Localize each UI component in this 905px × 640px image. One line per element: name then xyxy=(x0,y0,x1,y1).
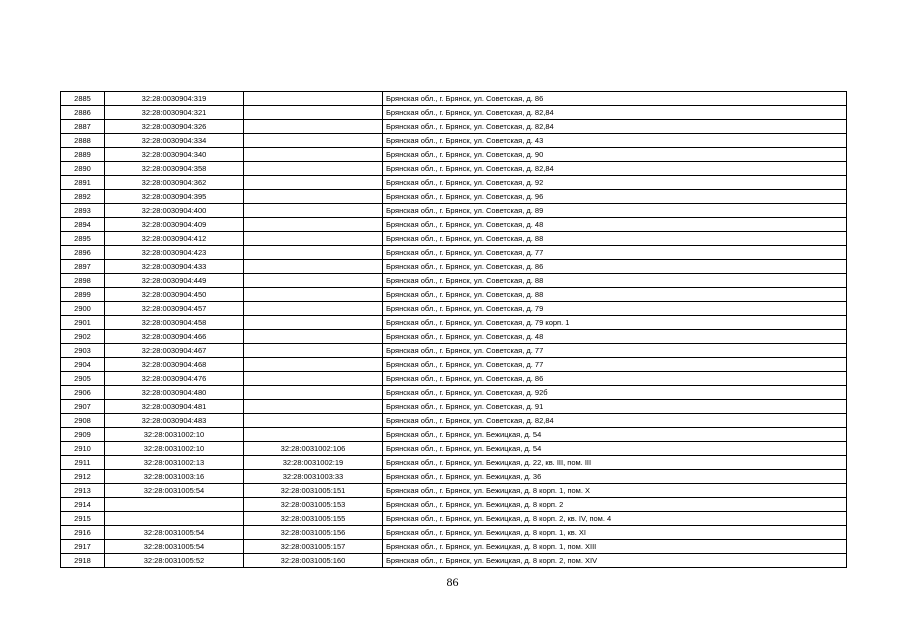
address-cell: Брянская обл., г. Брянск, ул. Советская, д. 82,84 xyxy=(383,414,847,428)
registry-table-body xyxy=(61,92,847,568)
table-row xyxy=(61,512,847,526)
cadastral-number-cell: 32:28:0030904:458 xyxy=(105,316,244,330)
cadastral-number-cell: 32:28:0030904:481 xyxy=(105,400,244,414)
room-cadastral-number-cell xyxy=(244,120,383,134)
room-cadastral-number-cell: 32:28:0031005:153 xyxy=(244,498,383,512)
table-row xyxy=(61,344,847,358)
table-row xyxy=(61,246,847,260)
address-cell: Брянская обл., г. Брянск, ул. Советская, д. 96 xyxy=(383,190,847,204)
address-cell: Брянская обл., г. Брянск, ул. Советская, д. 77 xyxy=(383,246,847,260)
row-number-cell: 2904 xyxy=(61,358,105,372)
table-row xyxy=(61,442,847,456)
address-cell: Брянская обл., г. Брянск, ул. Советская, д. 92 xyxy=(383,176,847,190)
row-number-cell: 2886 xyxy=(61,106,105,120)
table-row xyxy=(61,288,847,302)
address-cell: Брянская обл., г. Брянск, ул. Советская, д. 88 xyxy=(383,232,847,246)
room-cadastral-number-cell xyxy=(244,400,383,414)
row-number-cell: 2895 xyxy=(61,232,105,246)
cadastral-number-cell: 32:28:0031005:54 xyxy=(105,484,244,498)
row-number-cell: 2908 xyxy=(61,414,105,428)
table-row xyxy=(61,428,847,442)
address-cell: Брянская обл., г. Брянск, ул. Советская, д. 89 xyxy=(383,204,847,218)
page-number: 86 xyxy=(446,575,459,589)
row-number-cell: 2902 xyxy=(61,330,105,344)
table-row xyxy=(61,316,847,330)
row-number-cell: 2897 xyxy=(61,260,105,274)
room-cadastral-number-cell xyxy=(244,414,383,428)
row-number-cell: 2911 xyxy=(61,456,105,470)
row-number-cell: 2887 xyxy=(61,120,105,134)
cadastral-number-cell: 32:28:0030904:467 xyxy=(105,344,244,358)
table-row xyxy=(61,106,847,120)
row-number-cell: 2903 xyxy=(61,344,105,358)
cadastral-number-cell: 32:28:0030904:468 xyxy=(105,358,244,372)
table-row xyxy=(61,372,847,386)
room-cadastral-number-cell xyxy=(244,428,383,442)
address-cell: Брянская обл., г. Брянск, ул. Советская, д. 92б xyxy=(383,386,847,400)
table-row xyxy=(61,190,847,204)
room-cadastral-number-cell xyxy=(244,260,383,274)
table-row xyxy=(61,120,847,134)
cadastral-number-cell: 32:28:0030904:466 xyxy=(105,330,244,344)
table-row xyxy=(61,162,847,176)
row-number-cell: 2885 xyxy=(61,92,105,106)
room-cadastral-number-cell xyxy=(244,330,383,344)
address-cell: Брянская обл., г. Брянск, ул. Бежицкая, д. 36 xyxy=(383,470,847,484)
room-cadastral-number-cell xyxy=(244,162,383,176)
row-number-cell: 2915 xyxy=(61,512,105,526)
table-row xyxy=(61,274,847,288)
row-number-cell: 2890 xyxy=(61,162,105,176)
room-cadastral-number-cell: 32:28:0031003:33 xyxy=(244,470,383,484)
room-cadastral-number-cell xyxy=(244,106,383,120)
address-cell: Брянская обл., г. Брянск, ул. Бежицкая, д. 8 корп. 1, кв. XI xyxy=(383,526,847,540)
row-number-cell: 2905 xyxy=(61,372,105,386)
cadastral-number-cell: 32:28:0031005:52 xyxy=(105,554,244,568)
cadastral-number-cell: 32:28:0030904:400 xyxy=(105,204,244,218)
table-row xyxy=(61,232,847,246)
row-number-cell: 2910 xyxy=(61,442,105,456)
table-row xyxy=(61,148,847,162)
cadastral-number-cell xyxy=(105,498,244,512)
table-row xyxy=(61,456,847,470)
cadastral-number-cell: 32:28:0030904:433 xyxy=(105,260,244,274)
room-cadastral-number-cell: 32:28:0031005:155 xyxy=(244,512,383,526)
registry-table xyxy=(60,91,847,568)
room-cadastral-number-cell xyxy=(244,204,383,218)
room-cadastral-number-cell xyxy=(244,246,383,260)
cadastral-number-cell: 32:28:0031005:54 xyxy=(105,540,244,554)
address-cell: Брянская обл., г. Брянск, ул. Бежицкая, д. 8 корп. 2 xyxy=(383,498,847,512)
room-cadastral-number-cell xyxy=(244,358,383,372)
cadastral-number-cell: 32:28:0030904:476 xyxy=(105,372,244,386)
room-cadastral-number-cell xyxy=(244,274,383,288)
address-cell: Брянская обл., г. Брянск, ул. Бежицкая, д. 54 xyxy=(383,428,847,442)
room-cadastral-number-cell xyxy=(244,190,383,204)
table-row xyxy=(61,218,847,232)
cadastral-number-cell xyxy=(105,512,244,526)
table-row xyxy=(61,386,847,400)
table-row xyxy=(61,400,847,414)
room-cadastral-number-cell: 32:28:0031005:160 xyxy=(244,554,383,568)
cadastral-number-cell: 32:28:0031003:16 xyxy=(105,470,244,484)
cadastral-number-cell: 32:28:0030904:326 xyxy=(105,120,244,134)
room-cadastral-number-cell xyxy=(244,316,383,330)
table-row xyxy=(61,526,847,540)
address-cell: Брянская обл., г. Брянск, ул. Бежицкая, д. 54 xyxy=(383,442,847,456)
cadastral-number-cell: 32:28:0030904:340 xyxy=(105,148,244,162)
cadastral-number-cell: 32:28:0030904:412 xyxy=(105,232,244,246)
address-cell: Брянская обл., г. Брянск, ул. Советская, д. 43 xyxy=(383,134,847,148)
row-number-cell: 2909 xyxy=(61,428,105,442)
cadastral-number-cell: 32:28:0030904:409 xyxy=(105,218,244,232)
address-cell: Брянская обл., г. Брянск, ул. Советская, д. 77 xyxy=(383,358,847,372)
address-cell: Брянская обл., г. Брянск, ул. Советская, д. 82,84 xyxy=(383,120,847,134)
address-cell: Брянская обл., г. Брянск, ул. Советская, д. 48 xyxy=(383,330,847,344)
address-cell: Брянская обл., г. Брянск, ул. Советская, д. 77 xyxy=(383,344,847,358)
address-cell: Брянская обл., г. Брянск, ул. Советская, д. 79 xyxy=(383,302,847,316)
row-number-cell: 2899 xyxy=(61,288,105,302)
table-row xyxy=(61,92,847,106)
room-cadastral-number-cell xyxy=(244,232,383,246)
room-cadastral-number-cell xyxy=(244,386,383,400)
room-cadastral-number-cell: 32:28:0031002:106 xyxy=(244,442,383,456)
table-row xyxy=(61,204,847,218)
cadastral-number-cell: 32:28:0030904:358 xyxy=(105,162,244,176)
cadastral-number-cell: 32:28:0030904:483 xyxy=(105,414,244,428)
table-row xyxy=(61,358,847,372)
table-row xyxy=(61,484,847,498)
address-cell: Брянская обл., г. Брянск, ул. Советская, д. 86 xyxy=(383,92,847,106)
row-number-cell: 2891 xyxy=(61,176,105,190)
address-cell: Брянская обл., г. Брянск, ул. Советская, д. 91 xyxy=(383,400,847,414)
address-cell: Брянская обл., г. Брянск, ул. Бежицкая, д. 8 корп. 2, кв. IV, пом. 4 xyxy=(383,512,847,526)
cadastral-number-cell: 32:28:0030904:457 xyxy=(105,302,244,316)
cadastral-number-cell: 32:28:0030904:319 xyxy=(105,92,244,106)
row-number-cell: 2898 xyxy=(61,274,105,288)
address-cell: Брянская обл., г. Брянск, ул. Бежицкая, д. 8 корп. 1, пом. XIII xyxy=(383,540,847,554)
address-cell: Брянская обл., г. Брянск, ул. Советская, д. 90 xyxy=(383,148,847,162)
address-cell: Брянская обл., г. Брянск, ул. Советская, д. 86 xyxy=(383,260,847,274)
cadastral-number-cell: 32:28:0030904:395 xyxy=(105,190,244,204)
address-cell: Брянская обл., г. Брянск, ул. Советская, д. 88 xyxy=(383,288,847,302)
table-row xyxy=(61,498,847,512)
cadastral-number-cell: 32:28:0030904:449 xyxy=(105,274,244,288)
address-cell: Брянская обл., г. Брянск, ул. Советская, д. 88 xyxy=(383,274,847,288)
address-cell: Брянская обл., г. Брянск, ул. Советская, д. 79 корп. 1 xyxy=(383,316,847,330)
row-number-cell: 2889 xyxy=(61,148,105,162)
address-cell: Брянская обл., г. Брянск, ул. Советская, д. 82,84 xyxy=(383,162,847,176)
room-cadastral-number-cell xyxy=(244,218,383,232)
table-row xyxy=(61,414,847,428)
cadastral-number-cell: 32:28:0031002:10 xyxy=(105,428,244,442)
row-number-cell: 2913 xyxy=(61,484,105,498)
room-cadastral-number-cell xyxy=(244,288,383,302)
row-number-cell: 2894 xyxy=(61,218,105,232)
room-cadastral-number-cell xyxy=(244,372,383,386)
cadastral-number-cell: 32:28:0030904:334 xyxy=(105,134,244,148)
room-cadastral-number-cell xyxy=(244,344,383,358)
address-cell: Брянская обл., г. Брянск, ул. Советская, д. 48 xyxy=(383,218,847,232)
table-row xyxy=(61,260,847,274)
cadastral-number-cell: 32:28:0031002:10 xyxy=(105,442,244,456)
row-number-cell: 2892 xyxy=(61,190,105,204)
row-number-cell: 2914 xyxy=(61,498,105,512)
cadastral-number-cell: 32:28:0030904:450 xyxy=(105,288,244,302)
room-cadastral-number-cell: 32:28:0031005:156 xyxy=(244,526,383,540)
row-number-cell: 2916 xyxy=(61,526,105,540)
row-number-cell: 2907 xyxy=(61,400,105,414)
cadastral-number-cell: 32:28:0030904:480 xyxy=(105,386,244,400)
room-cadastral-number-cell: 32:28:0031002:19 xyxy=(244,456,383,470)
row-number-cell: 2917 xyxy=(61,540,105,554)
room-cadastral-number-cell: 32:28:0031005:151 xyxy=(244,484,383,498)
cadastral-number-cell: 32:28:0030904:321 xyxy=(105,106,244,120)
room-cadastral-number-cell xyxy=(244,148,383,162)
table-row xyxy=(61,176,847,190)
table-row xyxy=(61,554,847,568)
table-row xyxy=(61,330,847,344)
room-cadastral-number-cell xyxy=(244,176,383,190)
address-cell: Брянская обл., г. Брянск, ул. Советская, д. 82,84 xyxy=(383,106,847,120)
cadastral-number-cell: 32:28:0031005:54 xyxy=(105,526,244,540)
room-cadastral-number-cell: 32:28:0031005:157 xyxy=(244,540,383,554)
row-number-cell: 2893 xyxy=(61,204,105,218)
address-cell: Брянская обл., г. Брянск, ул. Бежицкая, д. 22, кв. III, пом. III xyxy=(383,456,847,470)
address-cell: Брянская обл., г. Брянск, ул. Бежицкая, д. 8 корп. 2, пом. XIV xyxy=(383,554,847,568)
cadastral-number-cell: 32:28:0030904:423 xyxy=(105,246,244,260)
row-number-cell: 2896 xyxy=(61,246,105,260)
row-number-cell: 2906 xyxy=(61,386,105,400)
row-number-cell: 2912 xyxy=(61,470,105,484)
table-row xyxy=(61,302,847,316)
room-cadastral-number-cell xyxy=(244,134,383,148)
cadastral-number-cell: 32:28:0031002:13 xyxy=(105,456,244,470)
row-number-cell: 2888 xyxy=(61,134,105,148)
table-row xyxy=(61,540,847,554)
table-row xyxy=(61,470,847,484)
table-row xyxy=(61,134,847,148)
address-cell: Брянская обл., г. Брянск, ул. Советская, д. 86 xyxy=(383,372,847,386)
row-number-cell: 2918 xyxy=(61,554,105,568)
cadastral-number-cell: 32:28:0030904:362 xyxy=(105,176,244,190)
room-cadastral-number-cell xyxy=(244,92,383,106)
row-number-cell: 2901 xyxy=(61,316,105,330)
row-number-cell: 2900 xyxy=(61,302,105,316)
room-cadastral-number-cell xyxy=(244,302,383,316)
address-cell: Брянская обл., г. Брянск, ул. Бежицкая, д. 8 корп. 1, пом. X xyxy=(383,484,847,498)
